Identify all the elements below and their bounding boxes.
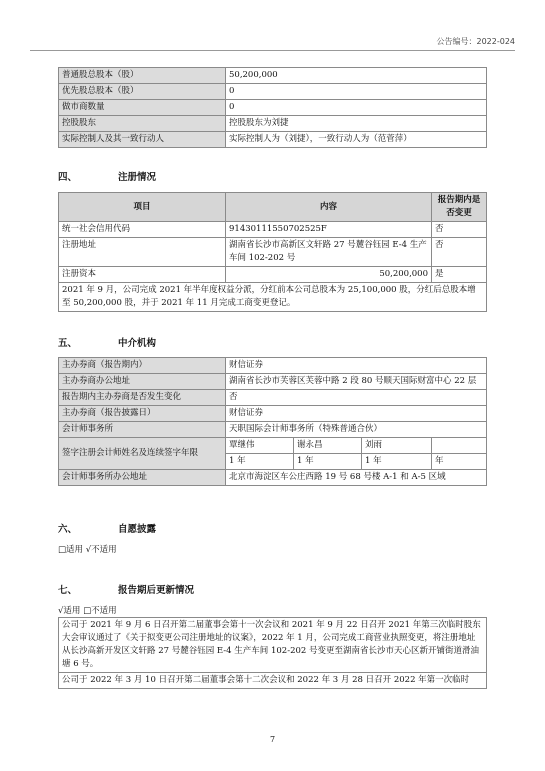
row-label: 会计师事务所办公地址 (59, 470, 226, 486)
table-row (59, 438, 487, 454)
row-value: 50,200,000 (226, 68, 487, 84)
content-cell: 湖南省长沙市高新区文轩路 27 号麓谷钰园 E-4 生产车间 102-202 号 (226, 238, 432, 267)
section-title: 注册情况 (118, 172, 157, 183)
table-header-row (59, 193, 487, 222)
section-number: 七、 (58, 585, 78, 596)
section-6-options: □适用 √不适用 (58, 545, 117, 555)
row-value: 财信证券 (226, 406, 487, 422)
section-5-heading (58, 335, 156, 349)
item-cell: 注册资本 (59, 267, 226, 283)
signer-years: 年 (432, 454, 487, 470)
announcement-number: 公告编号：2022-024 (436, 37, 515, 46)
row-value: 0 (226, 100, 487, 116)
section-number: 四、 (58, 172, 78, 183)
row-label: 主办券商办公地址 (59, 374, 226, 390)
row-label: 做市商数量 (59, 100, 226, 116)
row-value: 湖南省长沙市芙蓉区芙蓉中路 2 段 80 号顺天国际财富中心 22 层 (226, 374, 487, 390)
changed-cell: 是 (432, 267, 487, 283)
item-cell: 统一社会信用代码 (59, 222, 226, 238)
signer-years: 1 年 (362, 454, 432, 470)
update-paragraph: 公司于 2021 年 9 月 6 日召开第二届董事会第十一次会议和 2021 年 9 月 22 日召开 2021 年第三次临时股东大会审议通过了《关于拟变更公司注册地址的议案》，2022 年 1 月，公司完成工商营业执照变更，将注册地址从长沙高新开发区文轩路 27 号麓谷钰园 E-4 生产车间 102-202 号变更至湖南省长沙市天心区新开铺街道滑油塘 6 号。 (59, 618, 487, 673)
section-number: 六、 (58, 524, 78, 535)
row-label: 会计师事务所 (59, 422, 226, 438)
row-value: 控股股东为刘捷 (226, 116, 487, 132)
row-value: 实际控制人为（刘捷），一致行动人为（范菅萍） (226, 132, 487, 148)
table-row (59, 238, 487, 267)
section-title: 中介机构 (118, 338, 157, 349)
section-4-heading (58, 169, 156, 183)
table-row (59, 470, 487, 486)
row-value: 0 (226, 84, 487, 100)
row-value: 财信证券 (226, 358, 487, 374)
row-label: 实际控制人及其一致行动人 (59, 132, 226, 148)
signer-name: 谢永昌 (294, 438, 362, 454)
signers-label: 签字注册会计师姓名及连续签字年限 (59, 438, 226, 470)
row-label: 报告期内主办券商是否发生变化 (59, 390, 226, 406)
table-row (59, 267, 487, 283)
table-row (59, 116, 487, 132)
section-7-options: √适用 □不适用 (58, 606, 117, 616)
post-period-table (58, 617, 487, 689)
shareholding-table (58, 67, 487, 148)
table-row (59, 422, 487, 438)
table-row (59, 374, 487, 390)
column-header: 项目 (59, 193, 226, 222)
column-header: 报告期内是否变更 (432, 193, 487, 222)
table-row (59, 84, 487, 100)
table-row (59, 283, 487, 312)
signer-name: 刘雨 (362, 438, 432, 454)
row-value: 天职国际会计师事务所（特殊普通合伙） (226, 422, 487, 438)
signer-name: 覃继伟 (226, 438, 294, 454)
row-label: 主办券商（报告披露日） (59, 406, 226, 422)
row-label: 优先股总股本（股） (59, 84, 226, 100)
row-label: 主办券商（报告期内） (59, 358, 226, 374)
table-row (59, 100, 487, 116)
table-row (59, 132, 487, 148)
table-row (59, 358, 487, 374)
update-paragraph: 公司于 2022 年 3 月 10 日召开第二届董事会第十二次会议和 2022 年 3 月 28 日召开 2022 年第一次临时 (59, 673, 487, 689)
registration-note: 2021 年 9 月，公司完成 2021 年半年度权益分派，分红前本公司总股本为 25,100,000 股，分红后总股本增至 50,200,000 股，并于 2021 年 11 月完成工商变更登记。 (59, 283, 487, 312)
signer-years: 1 年 (294, 454, 362, 470)
page-number: 7 (269, 735, 276, 744)
section-6-heading (58, 521, 156, 535)
row-value: 北京市海淀区车公庄西路 19 号 68 号楼 A-1 和 A-5 区域 (226, 470, 487, 486)
row-label: 控股股东 (59, 116, 226, 132)
signer-name (432, 438, 487, 454)
table-row (59, 68, 487, 84)
section-title: 自愿披露 (118, 524, 157, 535)
table-row (59, 618, 487, 673)
table-row (59, 673, 487, 689)
item-cell: 注册地址 (59, 238, 226, 267)
intermediary-table (58, 357, 487, 486)
registration-table (58, 192, 487, 312)
column-header: 内容 (226, 193, 432, 222)
table-row (59, 222, 487, 238)
changed-cell: 否 (432, 222, 487, 238)
section-7-heading (58, 582, 194, 596)
row-label: 普通股总股本（股） (59, 68, 226, 84)
section-number: 五、 (58, 338, 78, 349)
section-title: 报告期后更新情况 (118, 585, 195, 596)
header-divider (30, 50, 515, 51)
content-cell: 91430111550702525F (226, 222, 432, 238)
table-row (59, 390, 487, 406)
signer-years: 1 年 (226, 454, 294, 470)
row-value: 否 (226, 390, 487, 406)
table-row (59, 406, 487, 422)
content-cell: 50,200,000 (226, 267, 432, 283)
changed-cell: 否 (432, 238, 487, 267)
